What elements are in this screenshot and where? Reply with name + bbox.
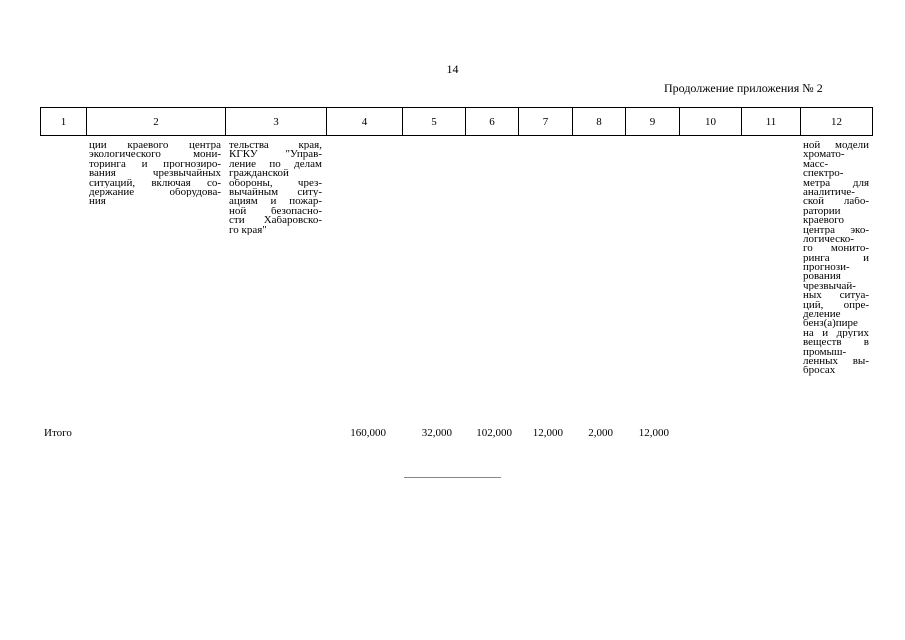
text-line: торинга и прогнозиро- — [89, 159, 221, 170]
text-line: ской лабо- — [803, 197, 869, 207]
text-line: масс- — [803, 159, 829, 170]
text-line: ции краевого центра — [89, 141, 221, 151]
column-header-2: 2 — [87, 108, 226, 136]
column-header-10: 10 — [680, 108, 742, 136]
text-line: тельства края, — [229, 141, 322, 151]
text-line: ациям и пожар- — [229, 197, 322, 207]
text-line: держание оборудова- — [89, 187, 221, 198]
text-line: ния — [89, 197, 106, 207]
text-line: прогнози- — [803, 263, 850, 273]
text-line: промыш- — [803, 347, 847, 357]
text-line: вания чрезвычайных — [89, 169, 221, 179]
total-value-col5: 32,000 — [421, 427, 452, 439]
text-line: вычайным ситу- — [229, 187, 322, 198]
text-line: деление — [803, 310, 841, 320]
total-value-col9: 12,000 — [638, 427, 669, 439]
column-header-3: 3 — [226, 108, 327, 136]
text-line: бенз(а)пире — [803, 319, 858, 329]
table-header — [40, 107, 873, 136]
text-line: сти Хабаровско- — [229, 216, 322, 226]
text-line: метра для — [803, 178, 869, 188]
column-header-1: 1 — [41, 108, 87, 136]
column-header-9: 9 — [626, 108, 680, 136]
text-line: ной безопасно- — [229, 206, 322, 217]
text-line: экологического мони- — [89, 150, 221, 160]
cell-col12-text — [803, 141, 869, 376]
total-value-col7: 12,000 — [532, 427, 563, 439]
text-line: ление по делам — [229, 159, 322, 170]
page-number: 14 — [446, 62, 459, 76]
total-value-col8: 2,000 — [588, 427, 613, 439]
appendix-continuation-label: Продолжение приложения № 2 — [664, 81, 823, 95]
text-line: го края" — [229, 225, 267, 235]
total-label: Итого — [44, 427, 72, 439]
text-line: на и других — [803, 328, 869, 339]
column-header-4: 4 — [327, 108, 403, 136]
text-line: бросах — [803, 366, 836, 376]
total-value-col6: 102,000 — [476, 427, 512, 439]
cell-col3-text — [229, 141, 322, 235]
text-line: ситуаций, включая со- — [89, 178, 221, 188]
text-line: чрезвычай- — [803, 281, 856, 292]
text-line: спектро- — [803, 169, 844, 179]
text-line: го монито- — [803, 244, 869, 254]
text-line: центра эко- — [803, 225, 869, 235]
text-line: ратории — [803, 206, 841, 217]
cell-col2-text — [89, 141, 221, 207]
text-line: логическо- — [803, 234, 854, 245]
text-line: ринга и — [803, 253, 869, 264]
text-line: рования — [803, 272, 841, 282]
column-header-8: 8 — [573, 108, 626, 136]
end-divider-line — [404, 477, 501, 478]
text-line: веществ в — [803, 338, 869, 348]
text-line: краевого — [803, 216, 844, 226]
text-line: хромато- — [803, 150, 845, 160]
text-line: ций, опре- — [803, 300, 869, 311]
column-header-12: 12 — [801, 108, 873, 136]
column-header-11: 11 — [742, 108, 801, 136]
text-line: ной модели — [803, 141, 869, 151]
text-line: ленных вы- — [803, 356, 869, 367]
column-header-7: 7 — [519, 108, 573, 136]
total-value-col4: 160,000 — [350, 427, 386, 439]
text-line: ных ситуа- — [803, 291, 869, 301]
column-header-6: 6 — [466, 108, 519, 136]
column-header-5: 5 — [403, 108, 466, 136]
text-line: гражданской — [229, 169, 289, 179]
text-line: аналитиче- — [803, 187, 855, 198]
text-line: КГКУ "Управ- — [229, 150, 322, 160]
text-line: обороны, чрез- — [229, 178, 322, 188]
